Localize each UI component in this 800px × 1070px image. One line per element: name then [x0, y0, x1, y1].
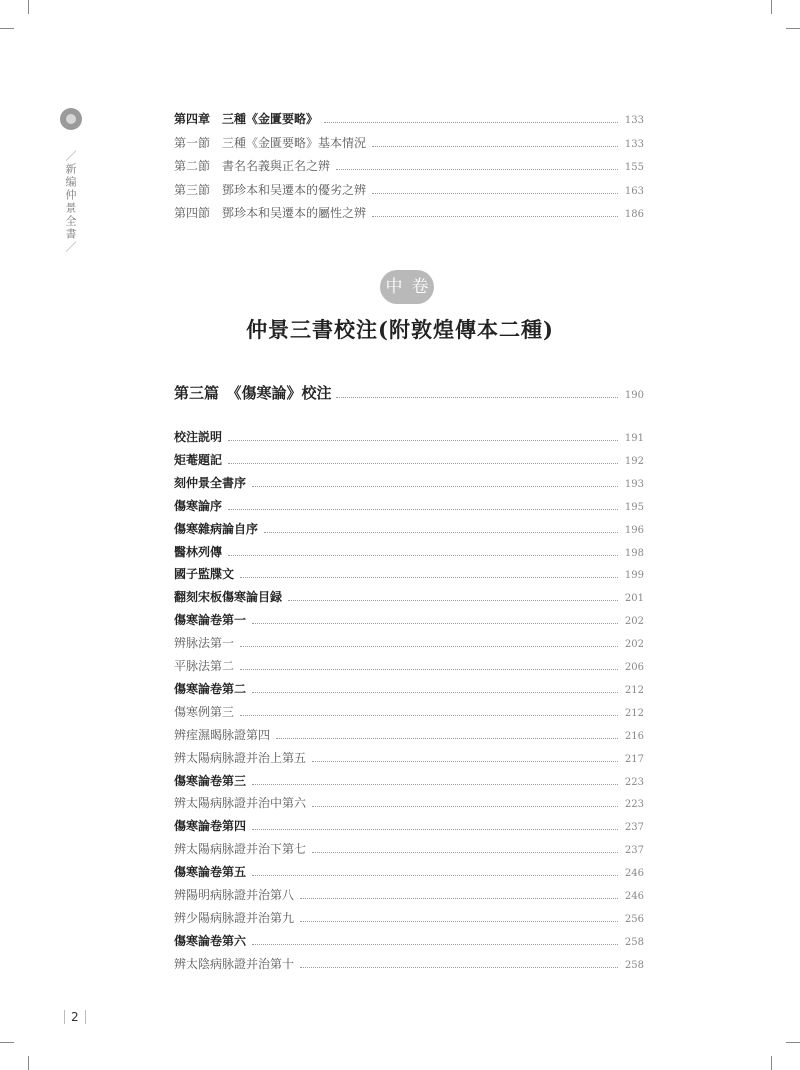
toc-entry[interactable] — [174, 794, 644, 814]
toc-entry-page: 216 — [624, 730, 644, 742]
toc-entry-title: 傷寒論卷第一 — [174, 613, 247, 628]
leader-dots — [312, 805, 618, 807]
toc-entry-title: 傷寒論卷第三 — [174, 773, 247, 788]
divider: ／ — [64, 150, 77, 163]
crop-mark — [28, 1056, 29, 1070]
toc-entry[interactable] — [174, 181, 644, 201]
toc-entry-title: 傷寒論卷第五 — [174, 865, 247, 880]
part-page: 190 — [624, 390, 644, 401]
leader-dots — [240, 645, 618, 647]
toc-entry[interactable] — [174, 134, 644, 154]
crop-mark — [28, 0, 29, 14]
leader-dots — [372, 215, 618, 217]
volume-badge-char: 卷 — [411, 277, 429, 297]
toc-entry[interactable] — [174, 634, 644, 654]
leader-dots — [252, 691, 618, 693]
leader-dots — [324, 121, 618, 123]
part-heading[interactable] — [174, 382, 644, 403]
toc-entry[interactable] — [174, 520, 644, 540]
toc-entry[interactable] — [174, 886, 644, 906]
toc-entry-title: 第三節 鄧珍本和吴遷本的優劣之辨 — [174, 182, 367, 197]
toc-entry-title: 傷寒論卷第二 — [174, 681, 247, 696]
toc-entry-page: 256 — [624, 913, 644, 925]
toc-entry-page: 246 — [624, 891, 644, 902]
toc-entry-page: 258 — [624, 959, 644, 971]
toc-entry-page: 196 — [624, 524, 644, 536]
book-emblem-icon — [60, 108, 82, 130]
leader-dots — [252, 783, 618, 785]
toc-entry[interactable] — [174, 932, 644, 952]
toc-entry-page: 192 — [624, 455, 644, 467]
toc-entry[interactable] — [174, 110, 644, 130]
leader-dots — [228, 439, 618, 441]
toc-entry[interactable] — [174, 749, 644, 769]
toc-entry-page: 201 — [624, 593, 644, 605]
leader-dots — [372, 145, 618, 147]
book-title-text: 新编仲景全書 — [64, 163, 77, 241]
leader-dots — [240, 714, 618, 716]
toc-entry-page: 191 — [624, 433, 644, 444]
toc-entry[interactable] — [174, 955, 644, 975]
toc-entry-page: 163 — [624, 185, 644, 197]
toc-entry-page: 155 — [624, 162, 644, 173]
toc-entry-title: 辨太陰病脉證并治第十 — [174, 956, 295, 971]
leader-dots — [228, 462, 618, 464]
leader-dots — [336, 168, 618, 170]
toc-entry[interactable] — [174, 840, 644, 860]
toc-entry-title: 第一節 三種《金匱要略》基本情況 — [174, 135, 367, 150]
toc-entry-page: 237 — [624, 822, 644, 834]
toc-entry[interactable] — [174, 863, 644, 883]
crop-mark — [771, 1056, 772, 1070]
toc-entry-title: 辨太陽病脉證并治上第五 — [174, 750, 307, 765]
crop-mark — [786, 1042, 800, 1043]
toc-entry-page: 199 — [624, 570, 644, 582]
leader-dots — [252, 943, 618, 945]
leader-dots — [252, 622, 618, 624]
leader-dots — [300, 920, 618, 922]
page-number: 2 — [64, 1010, 86, 1024]
toc-entry[interactable] — [174, 497, 644, 517]
toc-entry[interactable] — [174, 817, 644, 837]
toc-entry-title: 第四節 鄧珍本和吴遷本的屬性之辨 — [174, 206, 367, 220]
toc-entry-title: 矩菴題記 — [174, 452, 223, 467]
toc-entry[interactable] — [174, 657, 644, 677]
toc-entry-title: 校注説明 — [174, 430, 223, 444]
part-title: 第三篇 《傷寒論》校注 — [174, 384, 332, 402]
toc-entry[interactable] — [174, 204, 644, 224]
volume-badge — [380, 270, 434, 304]
leader-dots — [312, 760, 618, 762]
toc-entry[interactable] — [174, 909, 644, 929]
leader-dots — [372, 192, 618, 194]
crop-mark — [0, 28, 14, 29]
toc-entry-page: 212 — [624, 707, 644, 719]
leader-dots — [240, 668, 618, 670]
leader-dots — [312, 851, 618, 853]
toc-entry-page: 133 — [624, 138, 644, 150]
toc-entry-page: 198 — [624, 547, 644, 559]
toc-entry[interactable] — [174, 451, 644, 471]
toc-entry-page: 133 — [624, 115, 644, 126]
leader-dots — [264, 531, 618, 533]
divider: ／ — [64, 241, 77, 254]
toc-entry-page: 223 — [624, 776, 644, 788]
running-book-title — [62, 150, 78, 254]
toc-entry-title: 辨痓濕暍脉證第四 — [174, 727, 271, 742]
leader-dots — [288, 599, 618, 601]
toc-entry-title: 傷寒例第三 — [174, 704, 235, 719]
toc-entry[interactable] — [174, 474, 644, 494]
toc-entry[interactable] — [174, 565, 644, 585]
toc-entry-page: 223 — [624, 799, 644, 811]
toc-entry[interactable] — [174, 543, 644, 563]
toc-entry[interactable] — [174, 726, 644, 746]
toc-entry-title: 傷寒雜病論自序 — [174, 521, 259, 536]
leader-dots — [252, 828, 618, 830]
leader-dots — [240, 576, 618, 578]
toc-entry-title: 辨少陽病脉證并治第九 — [174, 910, 295, 925]
toc-entry-page: 186 — [624, 209, 644, 220]
toc-entry-page: 212 — [624, 684, 644, 696]
toc-entry[interactable] — [174, 428, 644, 448]
toc-entry-page: 193 — [624, 478, 644, 490]
toc-entry[interactable] — [174, 680, 644, 700]
toc-entry-title: 第四章 三種《金匱要略》 — [174, 112, 319, 126]
toc-entry-title: 平脉法第二 — [174, 659, 235, 673]
leader-dots — [252, 485, 618, 487]
toc-entry-page: 237 — [624, 845, 644, 857]
crop-mark — [771, 0, 772, 14]
toc-entry-page: 258 — [624, 936, 644, 948]
toc-entry-title: 第二節 書名名義與正名之辨 — [174, 159, 331, 173]
toc-entry-title: 刻仲景全書序 — [174, 475, 247, 490]
toc-entry-title: 辨脉法第一 — [174, 636, 235, 651]
toc-entry-title: 辨太陽病脉證并治中第六 — [174, 796, 307, 811]
toc-entry-title: 傷寒論序 — [174, 498, 223, 513]
leader-dots — [336, 396, 618, 398]
toc-entry[interactable] — [174, 703, 644, 723]
toc-entry-page: 217 — [624, 753, 644, 765]
toc-entry[interactable] — [174, 772, 644, 792]
toc-entry-page: 202 — [624, 616, 644, 628]
leader-dots — [228, 508, 618, 510]
volume-badge-char: 中 — [385, 277, 403, 297]
leader-dots — [300, 966, 618, 968]
toc-entry-page: 202 — [624, 639, 644, 651]
leader-dots — [252, 874, 618, 876]
toc-entry[interactable] — [174, 611, 644, 631]
toc-entry-title: 辨太陽病脉證并治下第七 — [174, 842, 307, 857]
toc-entry-page: 195 — [624, 501, 644, 513]
toc-entry-title: 翻刻宋板傷寒論目録 — [174, 590, 283, 605]
leader-dots — [228, 554, 618, 556]
toc-entry-title: 傷寒論卷第四 — [174, 819, 247, 834]
toc-entry-title: 傷寒論卷第六 — [174, 933, 247, 948]
toc-entry-title: 國子監牒文 — [174, 567, 235, 582]
crop-mark — [0, 1042, 14, 1043]
leader-dots — [300, 897, 618, 899]
toc-entry[interactable] — [174, 157, 644, 177]
toc-entry-title: 辨陽明病脉證并治第八 — [174, 888, 295, 902]
crop-mark — [786, 28, 800, 29]
toc-entry[interactable] — [174, 588, 644, 608]
toc-entry-title: 醫林列傳 — [174, 544, 223, 559]
volume-title: 仲景三書校注(附敦煌傳本二種) — [246, 317, 554, 342]
toc-entry-page: 246 — [624, 868, 644, 880]
toc-entry-page: 206 — [624, 662, 644, 673]
leader-dots — [276, 737, 618, 739]
